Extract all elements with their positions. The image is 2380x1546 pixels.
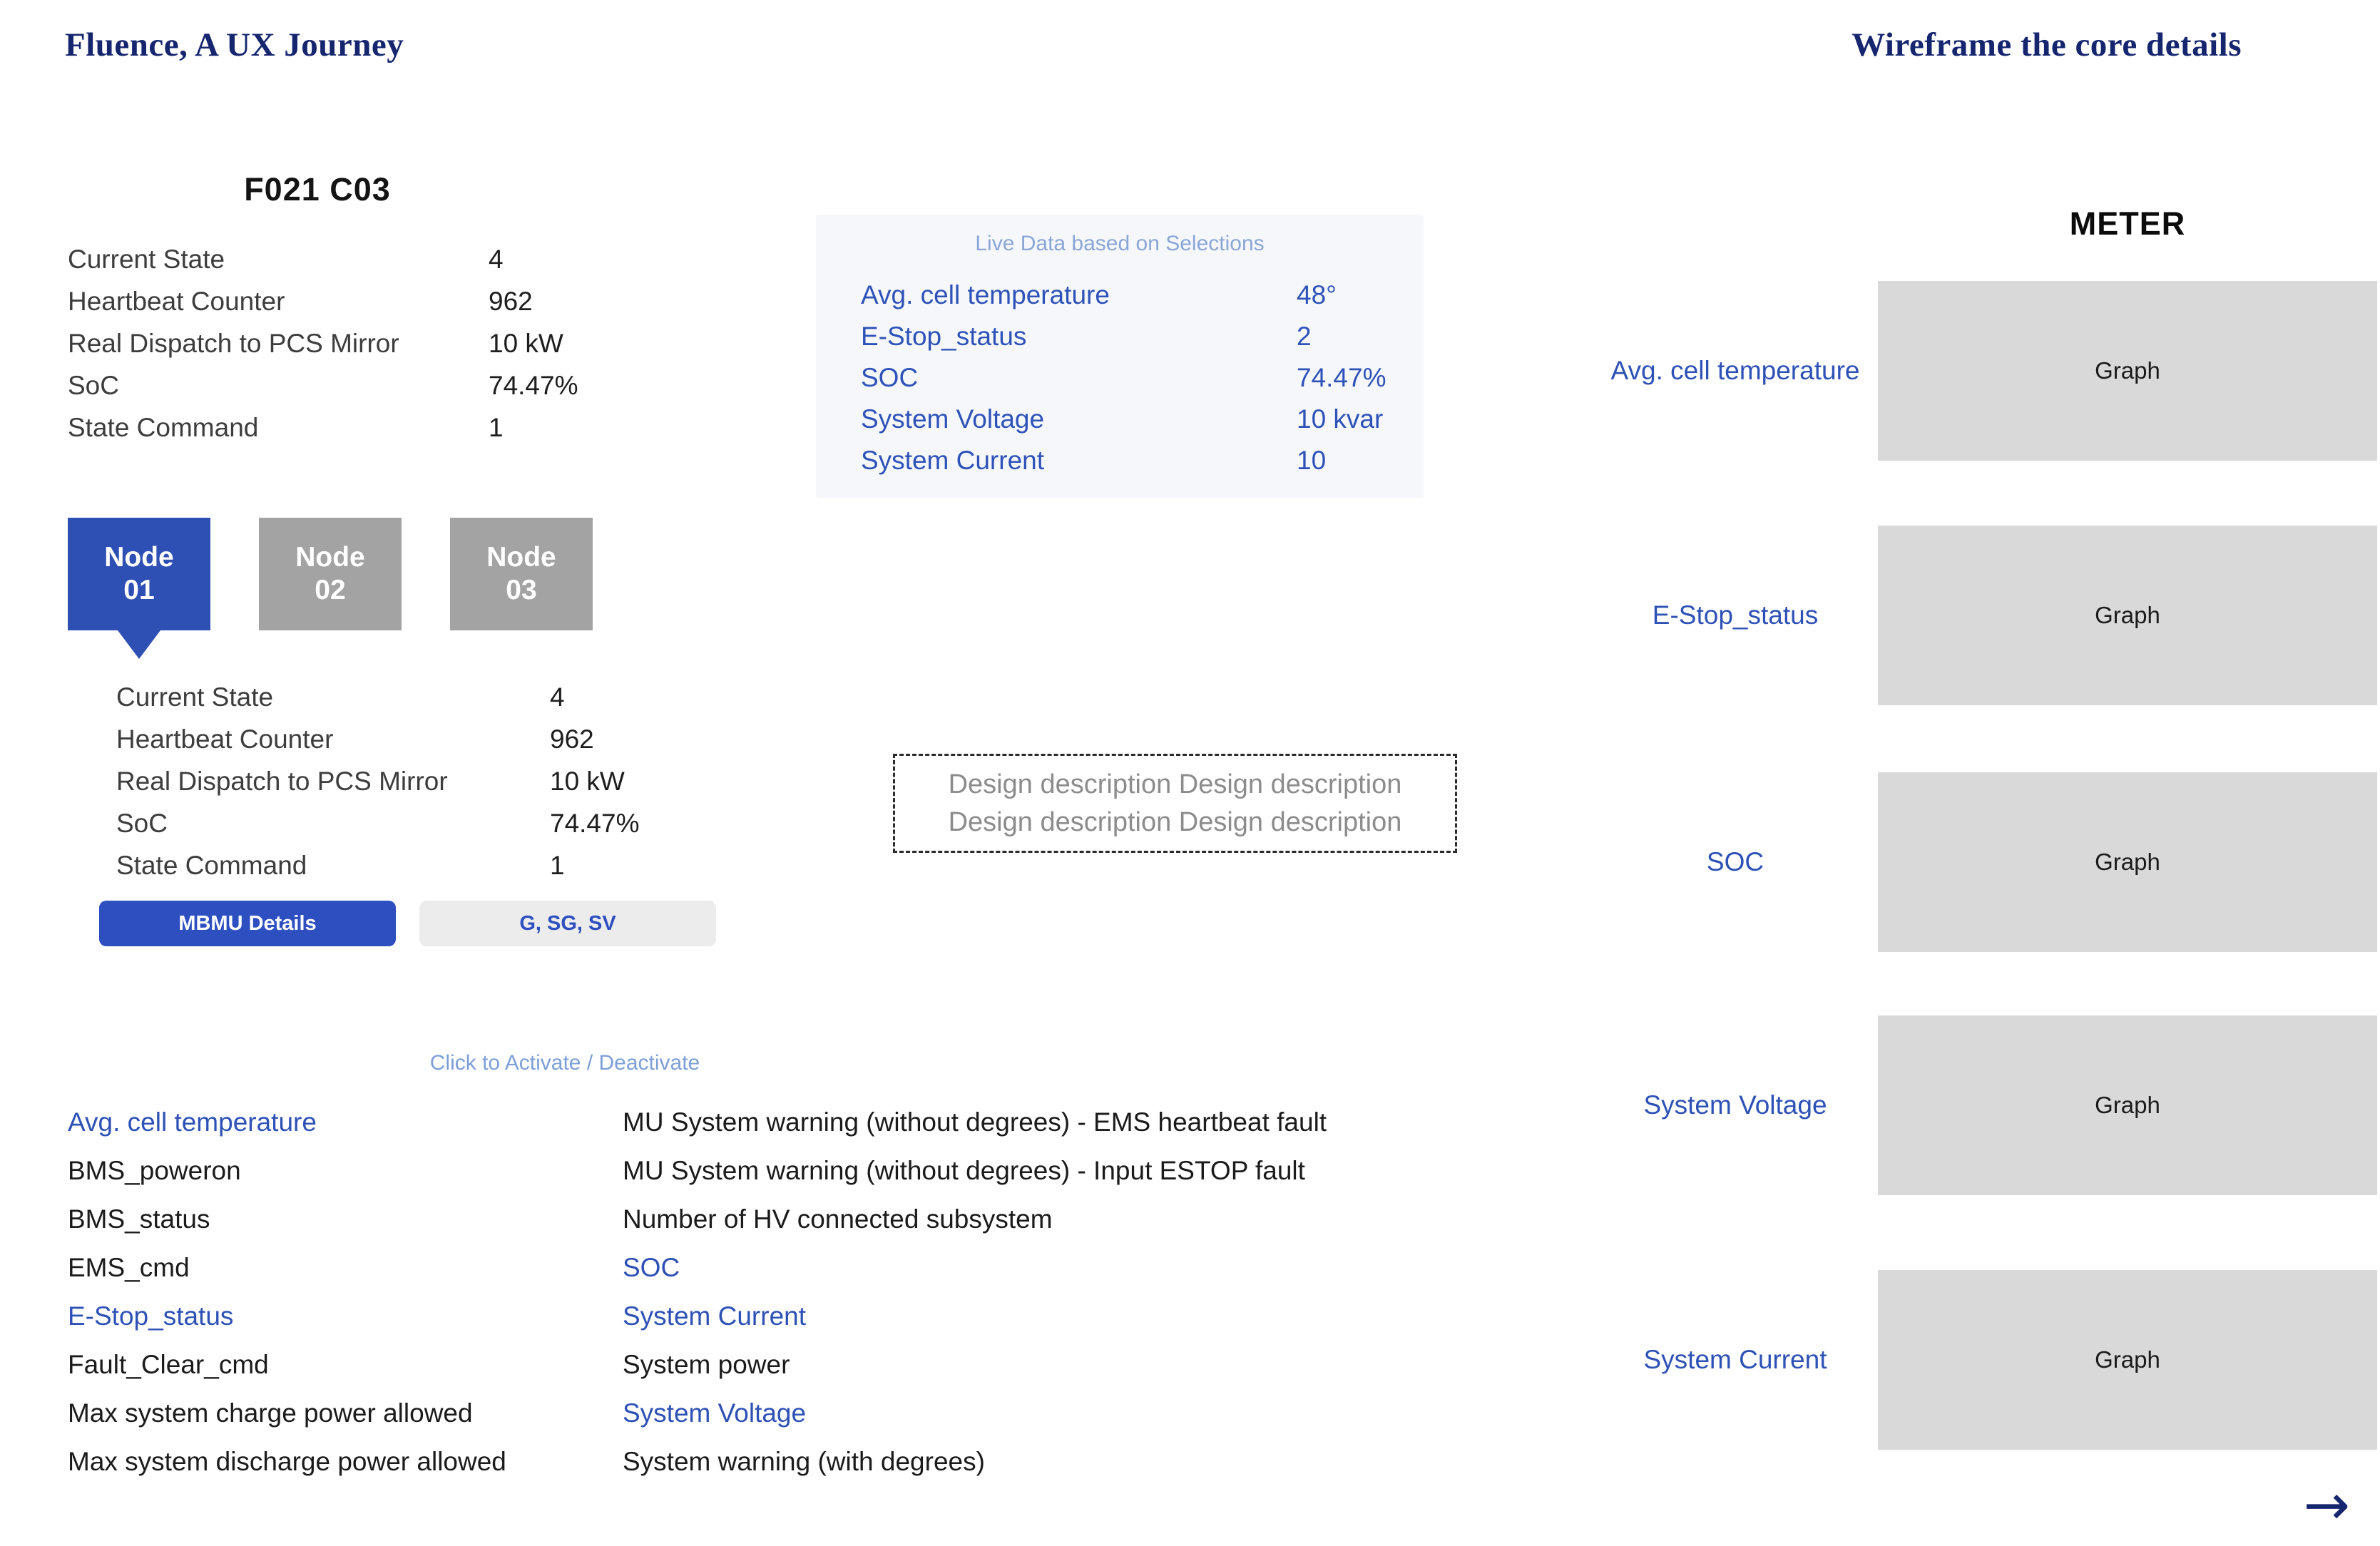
live-value: 74.47%	[1297, 363, 1386, 392]
stat-row	[68, 280, 610, 322]
tab-number: 01	[123, 575, 155, 605]
stat-row	[116, 802, 758, 844]
node-tabs	[68, 518, 593, 630]
stat-label: State Command	[116, 850, 307, 880]
tab-node-03[interactable]	[450, 518, 593, 630]
live-label: E-Stop_status	[861, 322, 1027, 351]
design-description-line: Design description Design description	[948, 807, 1402, 837]
stat-label: State Command	[68, 412, 259, 442]
live-data-row	[816, 440, 1424, 481]
graph-placeholder: Graph	[1878, 1015, 2377, 1195]
mbmu-details-button[interactable]: MBMU Details	[99, 901, 396, 946]
signal-e-stop-status[interactable]: E-Stop_status	[68, 1301, 234, 1331]
stat-value: 4	[550, 682, 565, 712]
signal-bms-status[interactable]: BMS_status	[68, 1204, 210, 1234]
meter-title: METER	[2069, 205, 2186, 242]
signal-max-charge-power[interactable]: Max system charge power allowed	[68, 1398, 473, 1428]
next-arrow-icon[interactable]: →	[2303, 1473, 2350, 1537]
stat-row	[68, 238, 610, 280]
live-data-panel	[816, 215, 1424, 498]
stat-value: 74.47%	[489, 370, 578, 400]
live-label: Avg. cell temperature	[861, 280, 1110, 309]
stat-label: Current State	[116, 682, 274, 712]
stat-label: Heartbeat Counter	[68, 286, 285, 316]
signal-soc[interactable]: SOC	[623, 1253, 680, 1282]
stat-value: 962	[550, 724, 594, 754]
tab-label: Node	[486, 541, 556, 573]
stat-row	[116, 676, 758, 718]
graph-placeholder: Graph	[1878, 526, 2377, 705]
signal-number-hv-subsystem[interactable]: Number of HV connected subsystem	[623, 1204, 1053, 1234]
meter-label-e-stop-status: E-Stop_status	[1652, 600, 1819, 630]
live-value: 10 kvar	[1297, 404, 1384, 434]
design-description-note	[893, 754, 1457, 853]
stat-label: Current State	[68, 244, 225, 274]
stat-row	[116, 718, 758, 760]
meter-row	[1593, 772, 2377, 952]
live-data-title: Live Data based on Selections	[975, 232, 1265, 255]
detail-buttons	[99, 901, 716, 946]
tab-node-02[interactable]	[259, 518, 402, 630]
stat-row	[68, 406, 610, 449]
stat-value: 74.47%	[550, 808, 640, 838]
stat-row	[68, 322, 610, 364]
stat-value: 10 kW	[489, 328, 563, 358]
stat-label: Real Dispatch to PCS Mirror	[116, 766, 448, 796]
stat-label: Real Dispatch to PCS Mirror	[68, 328, 399, 358]
meter-row	[1593, 281, 2377, 461]
tab-label: Node	[104, 541, 174, 573]
stat-label: Heartbeat Counter	[116, 724, 334, 754]
signal-system-power[interactable]: System power	[623, 1350, 790, 1379]
signal-max-discharge-power[interactable]: Max system discharge power allowed	[68, 1447, 506, 1476]
stat-value: 10 kW	[550, 766, 625, 796]
live-data-row	[816, 275, 1424, 316]
stat-label: SoC	[68, 370, 119, 400]
slide-title: Wireframe the core details	[1852, 26, 2242, 63]
stat-row	[68, 364, 610, 406]
g-sg-sv-button[interactable]: G, SG, SV	[419, 901, 716, 946]
meter-label-system-voltage: System Voltage	[1643, 1090, 1827, 1120]
station-panel	[68, 171, 610, 449]
meter-row	[1593, 526, 2377, 705]
stat-label: SoC	[116, 808, 168, 838]
graph-placeholder: Graph	[1878, 281, 2377, 461]
node-detail-panel	[116, 676, 758, 886]
signal-ems-cmd[interactable]: EMS_cmd	[68, 1253, 190, 1282]
stat-value: 962	[489, 286, 533, 316]
signal-mu-warning-input-estop[interactable]: MU System warning (without degrees) - Input ESTOP fault	[623, 1156, 1305, 1185]
design-description-line: Design description Design description	[948, 769, 1402, 800]
tab-node-01[interactable]	[68, 518, 210, 630]
signal-mu-warning-ems-heartbeat[interactable]: MU System warning (without degrees) - EMS heartbeat fault	[623, 1107, 1327, 1137]
stat-row	[116, 844, 758, 886]
live-data-row	[816, 316, 1424, 357]
live-label: System Current	[861, 446, 1045, 475]
signal-list-column-1	[68, 1098, 610, 1486]
stat-value: 4	[489, 244, 504, 274]
stat-row	[116, 760, 758, 802]
station-id: F021 C03	[244, 171, 391, 208]
signal-avg-cell-temperature[interactable]: Avg. cell temperature	[68, 1107, 317, 1137]
meter-row	[1593, 1015, 2377, 1195]
signal-system-voltage[interactable]: System Voltage	[623, 1398, 807, 1428]
meter-label-avg-cell-temperature: Avg. cell temperature	[1610, 356, 1860, 385]
graph-placeholder: Graph	[1878, 1270, 2377, 1450]
meter-label-soc: SOC	[1706, 847, 1764, 876]
live-data-row	[816, 357, 1424, 399]
signal-system-current[interactable]: System Current	[623, 1301, 807, 1331]
live-value: 48°	[1297, 280, 1337, 309]
live-data-row	[816, 399, 1424, 440]
meter-row	[1593, 1270, 2377, 1450]
stat-value: 1	[550, 850, 565, 880]
signal-fault-clear-cmd[interactable]: Fault_Clear_cmd	[68, 1350, 269, 1379]
meter-label-system-current: System Current	[1643, 1345, 1827, 1374]
tab-number: 02	[315, 575, 346, 605]
signal-system-warning-degrees[interactable]: System warning (with degrees)	[623, 1447, 985, 1476]
live-label: System Voltage	[861, 404, 1045, 434]
tab-number: 03	[506, 575, 537, 605]
page-title: Fluence, A UX Journey	[65, 26, 404, 63]
stat-value: 1	[489, 412, 504, 442]
live-value: 2	[1297, 322, 1312, 351]
tab-label: Node	[295, 541, 365, 573]
live-label: SOC	[861, 363, 919, 392]
activate-hint: Click to Activate / Deactivate	[429, 1051, 700, 1075]
signal-bms-poweron[interactable]: BMS_poweron	[68, 1156, 241, 1185]
live-value: 10	[1297, 446, 1327, 475]
graph-placeholder: Graph	[1878, 772, 2377, 952]
signal-list-column-2	[623, 1098, 1407, 1486]
